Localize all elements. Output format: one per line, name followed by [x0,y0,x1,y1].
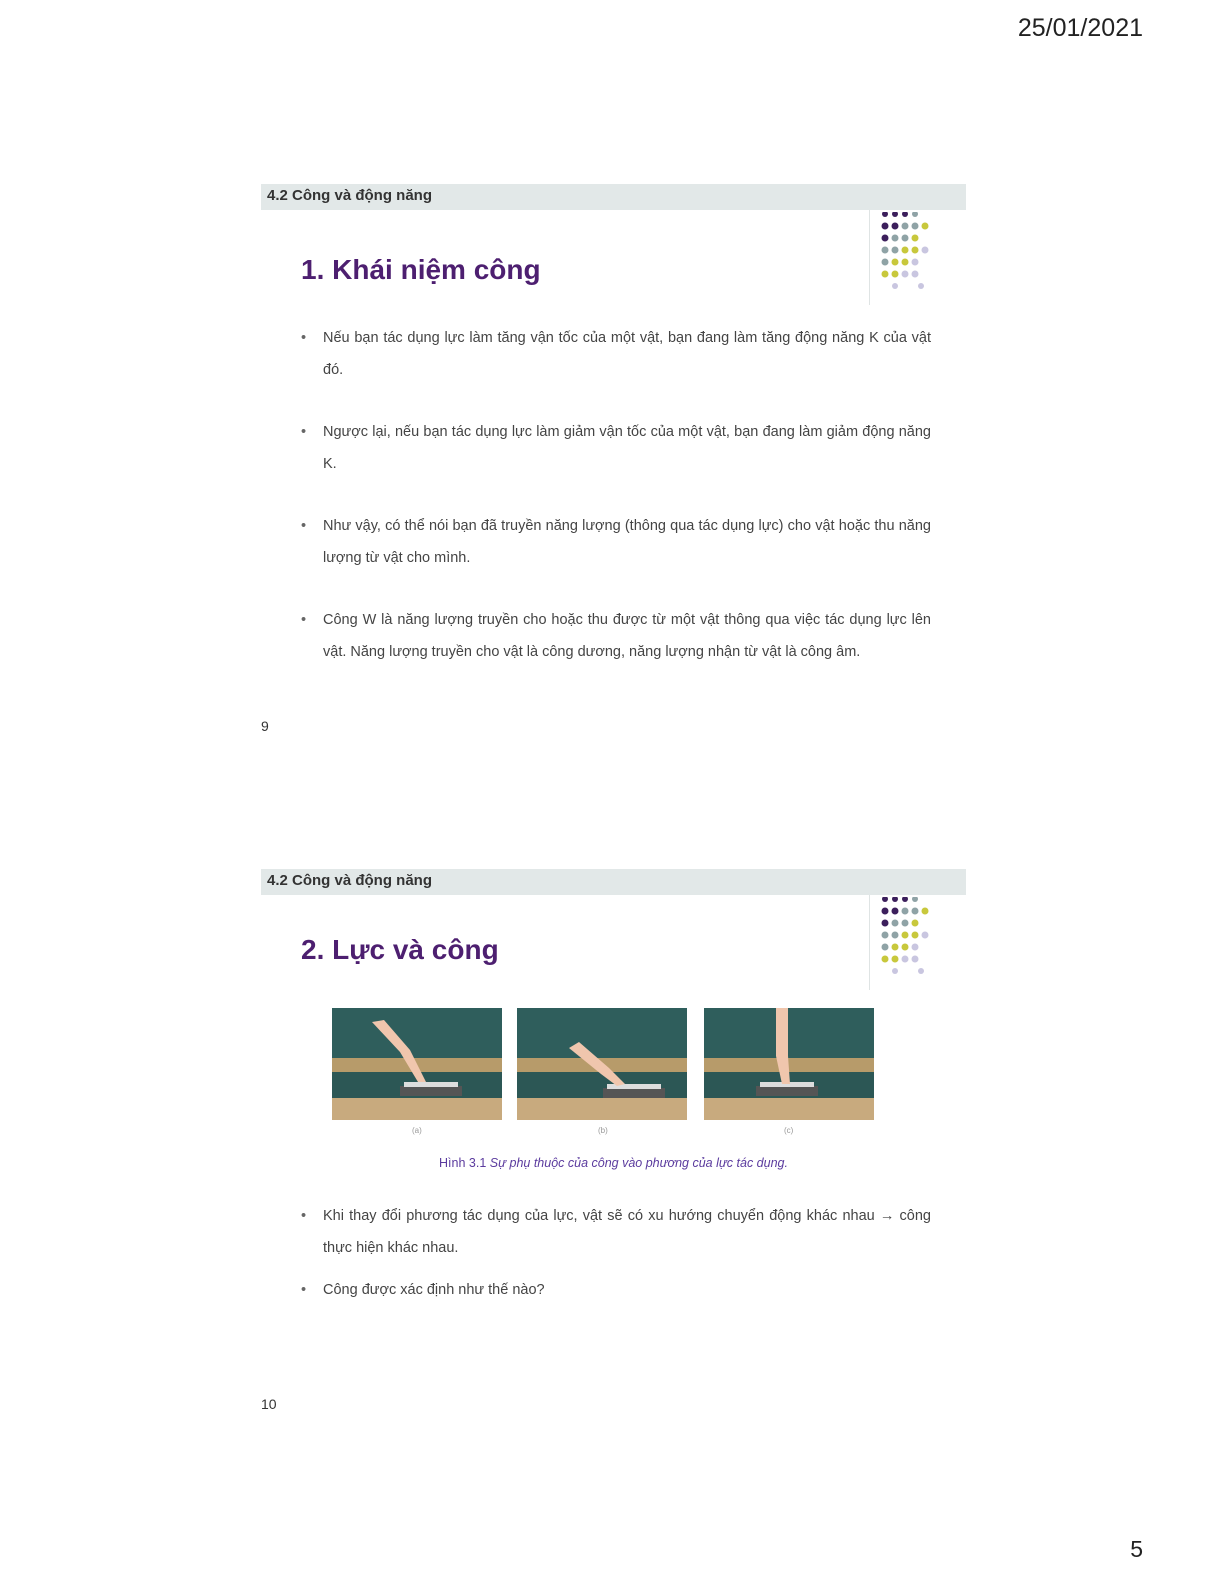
bullet-list [301,322,931,698]
figure [332,1008,877,1133]
figure-sub-label-b: (b) [598,1126,608,1135]
figure-caption-prefix: Hình 3.1 [439,1156,490,1170]
slide-header [261,869,966,895]
bullet-item: • Khi thay đổi phương tác dụng của lực, vật sẽ có xu hướng chuyển động khác nhau → công thực hiện khác nhau. [301,1200,931,1264]
page-number: 5 [1130,1536,1143,1562]
slide-header [261,184,966,210]
bullet-item: • Như vậy, có thể nói bạn đã truyền năng lượng (thông qua tác dụng lực) cho vật hoặc thu năng lượng từ vật cho mình. [301,510,931,574]
slide-9 [261,184,966,744]
slide-number: 10 [261,1396,277,1412]
decorative-dots-icon [881,897,951,977]
figure-sub-label-c: (c) [784,1126,794,1135]
bullet-item: • Nếu bạn tác dụng lực làm tăng vận tốc của một vật, bạn đang làm tăng động năng K của vật đó. [301,322,931,386]
figure-caption [261,1156,966,1170]
figure-sub-label-a: (a) [412,1126,422,1135]
page-date: 25/01/2021 [1017,14,1143,42]
figure-caption-text: Sự phụ thuộc của công vào phương của lực tác dụng. [489,1156,788,1170]
figure-photo-a [332,1008,502,1120]
bullet-item: • Công W là năng lượng truyền cho hoặc thu được từ một vật thông qua việc tác dụng lực lên vật. Năng lượng truyền cho vật là công dương, năng lượng nhận từ vật là công âm. [301,604,931,668]
slide-10 [261,869,966,1429]
divider [869,895,870,990]
bullet-item: • Ngược lại, nếu bạn tác dụng lực làm giảm vận tốc của một vật, bạn đang làm giảm động năng K. [301,416,931,480]
bullet-item: • Công được xác định như thế nào? [301,1274,931,1306]
slide-title: 1. Khái niệm công [301,254,541,285]
decorative-dots-icon [881,212,951,292]
bullet-list [301,1200,931,1316]
divider [869,210,870,305]
figure-photo-b [517,1008,687,1120]
figure-photo-c [704,1008,874,1120]
slide-title: 2. Lực và công [301,934,499,965]
section-title: 4.2 Công và động năng [267,187,433,204]
slide-number: 9 [261,718,269,734]
section-title: 4.2 Công và động năng [267,872,433,889]
